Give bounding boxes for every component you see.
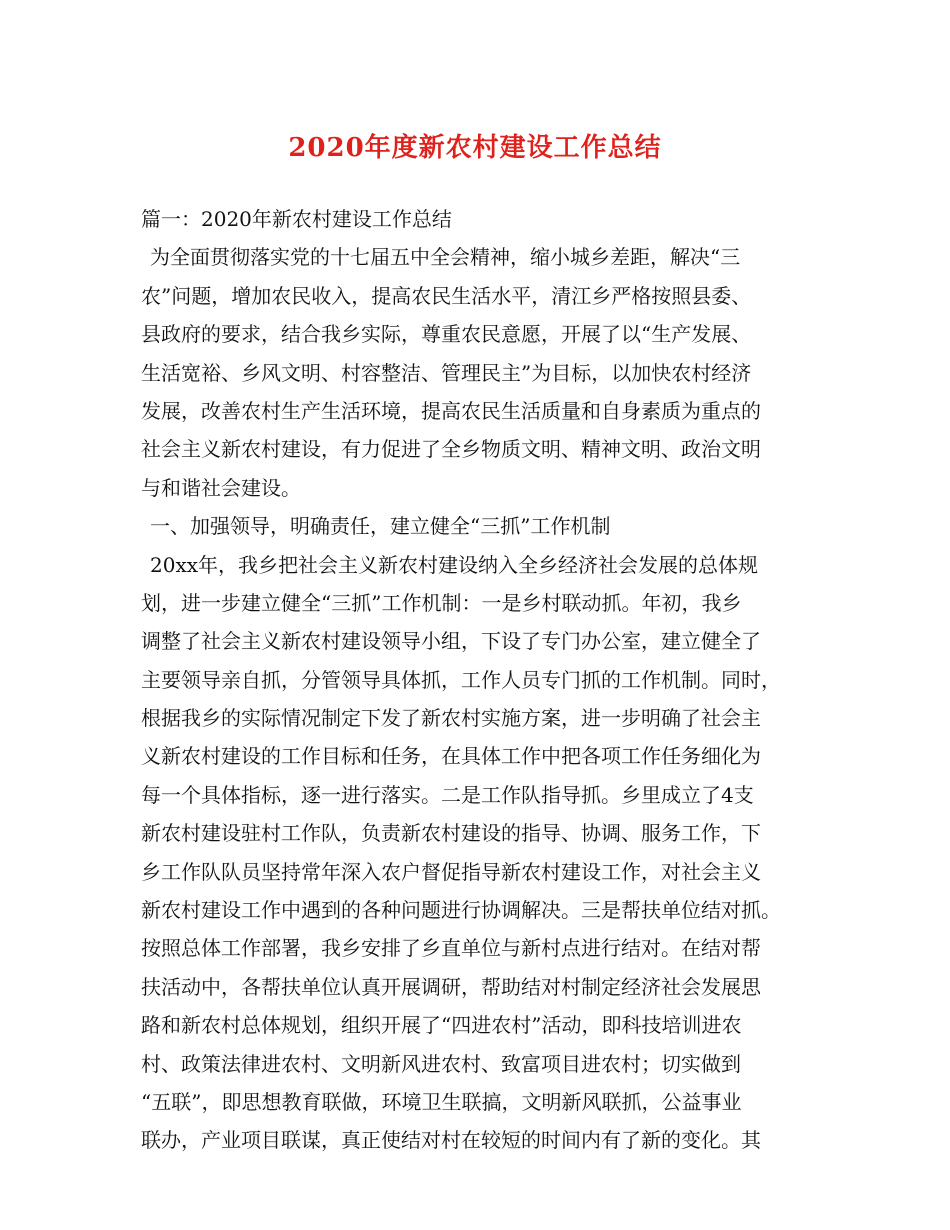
paragraph-line: 新农村建设驻村工作队，负责新农村建设的指导、协调、服务工作，下 (141, 821, 761, 846)
subsection-heading: 一、加强领导，明确责任，建立健全“三抓”工作机制 (150, 514, 611, 539)
paragraph-line: 联办，产业项目联谋，真正使结对村在较短的时间内有了新的变化。其 (141, 1128, 761, 1153)
paragraph-line: 村、政策法律进农村、文明新风进农村、致富项目进农村；切实做到 (141, 1051, 741, 1076)
paragraph-line: 根据我乡的实际情况制定下发了新农村实施方案，进一步明确了社会主 (141, 706, 761, 731)
paragraph-line: 划，进一步建立健全“三抓”工作机制：一是乡村联动抓。年初，我乡 (141, 590, 742, 615)
paragraph-line: 新农村建设工作中遇到的各种问题进行协调解决。三是帮扶单位结对抓。 (141, 898, 781, 923)
paragraph-line: 县政府的要求，结合我乡实际，尊重农民意愿，开展了以“生产发展、 (141, 322, 752, 347)
paragraph-line: 20xx年，我乡把社会主义新农村建设纳入全乡经济社会发展的总体规 (150, 552, 759, 577)
paragraph-line: 主要领导亲自抓，分管领导具体抓，工作人员专门抓的工作机制。同时， (141, 667, 781, 692)
paragraph-line: “五联”，即思想教育联做，环境卫生联搞，文明新风联抓，公益事业 (141, 1089, 742, 1114)
paragraph-line: 按照总体工作部署，我乡安排了乡直单位与新村点进行结对。在结对帮 (141, 936, 761, 961)
paragraph-line: 社会主义新农村建设，有力促进了全乡物质文明、精神文明、政治文明 (141, 437, 761, 462)
paragraph-line: 扶活动中，各帮扶单位认真开展调研，帮助结对村制定经济社会发展思 (141, 974, 761, 999)
paragraph-line: 路和新农村总体规划，组织开展了“四进农村”活动，即科技培训进农 (141, 1013, 742, 1038)
paragraph-line: 调整了社会主义新农村建设领导小组，下设了专门办公室，建立健全了 (141, 629, 761, 654)
paragraph-line: 乡工作队队员坚持常年深入农户督促指导新农村建设工作，对社会主义 (141, 859, 761, 884)
paragraph-line: 农”问题，增加农民收入，提高农民生活水平，清江乡严格按照县委、 (141, 283, 752, 308)
paragraph-line: 义新农村建设的工作目标和任务，在具体工作中把各项工作任务细化为 (141, 744, 761, 769)
section-heading: 篇一：2020年新农村建设工作总结 (141, 207, 452, 231)
paragraph-line: 为全面贯彻落实党的十七届五中全会精神，缩小城乡差距，解决“三 (150, 245, 741, 270)
paragraph-line: 每一个具体指标，逐一进行落实。二是工作队指导抓。乡里成立了4支 (141, 782, 754, 807)
paragraph-line: 与和谐社会建设。 (141, 475, 301, 500)
document-title: 2020年度新农村建设工作总结 (288, 133, 662, 163)
document-body (141, 200, 821, 1160)
paragraph-line: 生活宽裕、乡风文明、村容整洁、管理民主”为目标，以加快农村经济 (141, 360, 752, 385)
paragraph-line: 发展，改善农村生产生活环境，提高农民生活质量和自身素质为重点的 (141, 398, 761, 423)
